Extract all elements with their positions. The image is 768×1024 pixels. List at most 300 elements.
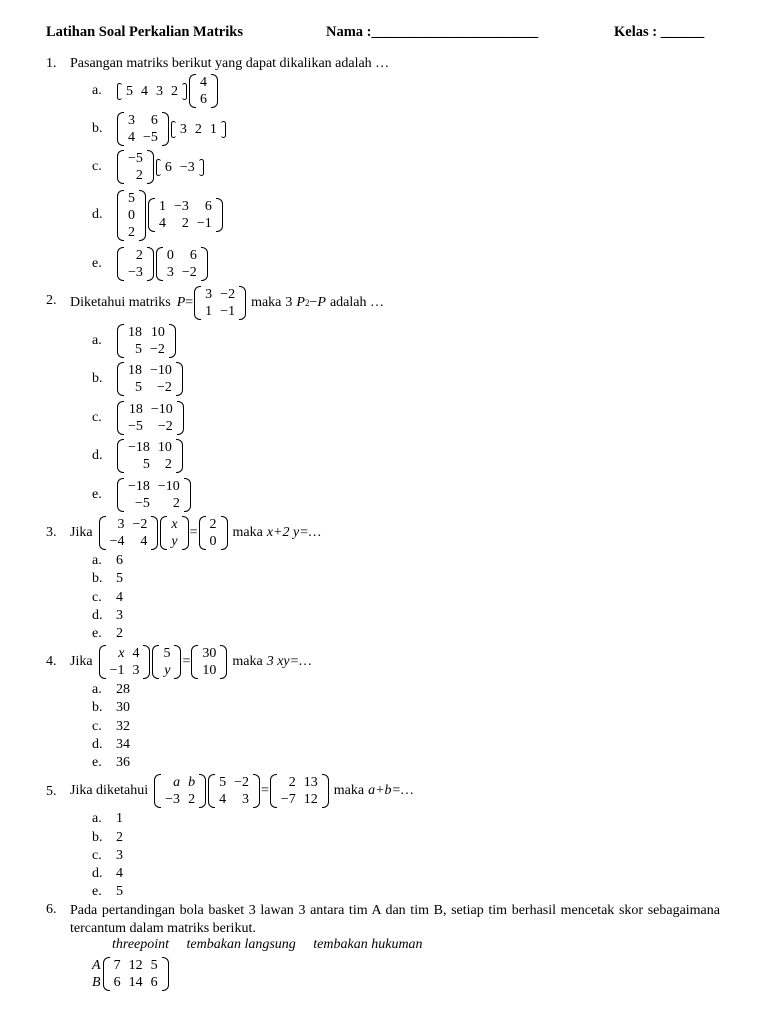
matrix-cell: −10: [150, 402, 173, 417]
matrix-cell: 3: [128, 113, 135, 128]
option-label: b.: [92, 371, 103, 386]
matrix-entries: [201, 286, 239, 320]
matrix-cell: 2: [172, 496, 180, 511]
q6-col-tembakan-hukuman: tembakan hukuman: [313, 937, 423, 952]
q2-adalah: adalah …: [329, 295, 384, 310]
matrix-entries: [124, 401, 177, 435]
matrix-row: [106, 645, 144, 662]
left-bracket: [270, 774, 277, 808]
right-bracket: [139, 190, 146, 241]
matrix-row: [155, 215, 216, 232]
right-bracket: [221, 516, 228, 550]
q2-matrix-p: [194, 286, 246, 320]
matrix-row: [124, 362, 176, 379]
matrix-entries: [124, 112, 162, 146]
matrix-entries: [106, 645, 144, 679]
matrix-cell: −4: [109, 534, 125, 549]
matrix-cell: −3: [165, 792, 181, 807]
matrix-row: [161, 791, 199, 808]
matrix-cell: 18: [128, 363, 142, 378]
matrix-cell: 14: [128, 975, 143, 990]
matrix-row: [176, 121, 221, 138]
option-label: e.: [92, 256, 102, 271]
matrix-cell: y: [171, 534, 178, 549]
q1-d-matrix-b: [148, 198, 223, 232]
right-bracket: [182, 516, 189, 550]
left-bracket: [154, 774, 161, 808]
matrix-entries: [159, 645, 174, 679]
matrix-cell: 2: [135, 168, 143, 183]
right-bracket: [220, 645, 227, 679]
option-value: 5: [116, 571, 123, 586]
q1-number: 1.: [46, 56, 57, 71]
q1-c-matrix-b: [156, 159, 204, 176]
matrix-cell: 6: [189, 248, 197, 263]
right-bracket: [162, 957, 169, 991]
option-value: 34: [116, 737, 130, 752]
q3-option-d: [92, 608, 123, 624]
matrix-row: [198, 662, 220, 679]
right-bracket: [182, 83, 187, 100]
matrix-cell: 2: [164, 457, 172, 472]
matrix-cell: x: [171, 517, 178, 532]
matrix-cell: 6: [113, 975, 121, 990]
option-value: 4: [116, 866, 123, 881]
left-bracket: [160, 516, 167, 550]
q4-jika: Jika: [70, 654, 93, 669]
q4-expression: 3 xy=…: [266, 654, 312, 669]
option-value: 30: [116, 700, 130, 715]
matrix-cell: 3: [179, 121, 187, 137]
q4-text: [70, 643, 312, 681]
q2-e-matrix: [117, 478, 191, 512]
q6-col-threepoint: threepoint: [112, 937, 170, 952]
matrix-cell: 6: [164, 159, 172, 175]
q2-equals: =: [185, 295, 194, 310]
left-bracket: [99, 645, 106, 679]
right-bracket: [151, 516, 158, 550]
matrix-cell: y: [164, 663, 171, 678]
matrix-cell: 0: [128, 207, 135, 223]
left-bracket: [208, 774, 215, 808]
q6-number: 6.: [46, 902, 57, 917]
right-bracket: [221, 121, 226, 138]
q5-option-d: [92, 866, 123, 882]
matrix-row: [110, 974, 162, 991]
q2-expr-coef: 3: [285, 295, 293, 310]
option-value: 1: [116, 811, 123, 826]
left-bracket: [103, 957, 110, 991]
q1-option-d: [92, 188, 224, 242]
q5-equals: =: [260, 783, 269, 798]
matrix-cell: 5: [142, 457, 150, 472]
q4-option-a: [92, 682, 130, 698]
q3-text: [70, 514, 321, 552]
q4-maka: maka: [232, 654, 263, 669]
matrix-cell: −7: [280, 792, 296, 807]
matrix-entries: [124, 190, 139, 241]
q6-row-a: A: [92, 958, 101, 973]
left-bracket: [117, 478, 124, 512]
q3-option-b: [92, 571, 123, 587]
q2-option-a: [92, 322, 177, 360]
option-label: c.: [92, 159, 102, 174]
matrix-cell: 1: [209, 121, 217, 137]
right-bracket: [143, 645, 150, 679]
right-bracket: [322, 774, 329, 808]
option-label: d.: [92, 866, 103, 881]
option-value: 2: [116, 830, 123, 845]
left-bracket: [156, 247, 163, 281]
matrix-row: [124, 478, 184, 495]
q3-equals: =: [189, 525, 198, 540]
option-value: 32: [116, 719, 130, 734]
left-bracket: [152, 645, 159, 679]
q2-b-matrix: [117, 362, 183, 396]
q3-number: 3.: [46, 525, 57, 540]
matrix-row: [124, 247, 147, 264]
left-bracket: [191, 645, 198, 679]
matrix-cell: 4: [159, 216, 166, 231]
matrix-row: [206, 516, 221, 533]
q6-row-b: B: [92, 975, 101, 990]
matrix-cell: 13: [303, 775, 318, 790]
matrix-cell: 6: [150, 975, 158, 990]
option-label: b.: [92, 121, 103, 136]
matrix-entries: [124, 439, 176, 473]
option-value: 28: [116, 682, 130, 697]
matrix-row: [201, 286, 239, 303]
matrix-cell: 3: [166, 265, 174, 280]
q5-matrix-r: [270, 774, 329, 808]
matrix-entries: [198, 645, 220, 679]
q1-option-e: [92, 245, 209, 283]
matrix-entries: [277, 774, 322, 808]
left-bracket: [148, 198, 155, 232]
q6-column-headers: [112, 937, 437, 953]
q2-text: [70, 284, 388, 322]
option-value: 4: [116, 590, 123, 605]
matrix-row: [124, 207, 139, 224]
matrix-row: [155, 198, 216, 215]
matrix-cell: 5: [219, 775, 227, 790]
left-bracket: [117, 150, 124, 184]
q5-text: [70, 772, 413, 810]
matrix-row: [110, 957, 162, 974]
option-label: a.: [92, 553, 102, 568]
matrix-entries: [124, 150, 147, 184]
q1-text: Pasangan matriks berikut yang dapat dikalikan adalah …: [70, 56, 390, 71]
matrix-cell: 4: [132, 646, 140, 661]
matrix-row: [106, 516, 152, 533]
option-label: c.: [92, 848, 102, 863]
matrix-entries: [176, 121, 221, 138]
matrix-row: [215, 791, 253, 808]
matrix-row: [124, 379, 176, 396]
matrix-cell: 10: [157, 440, 172, 455]
q4-option-d: [92, 737, 130, 753]
matrix-cell: 2: [135, 248, 143, 263]
option-label: c.: [92, 719, 102, 734]
right-bracket: [184, 478, 191, 512]
q1-e-matrix-b: [156, 247, 208, 281]
right-bracket: [253, 774, 260, 808]
matrix-row: [124, 129, 162, 146]
q2-option-b: [92, 360, 184, 398]
option-label: e.: [92, 487, 102, 502]
q5-matrix-a: [154, 774, 206, 808]
q5-maka: maka: [333, 783, 365, 798]
q4-number: 4.: [46, 654, 57, 669]
right-bracket: [176, 362, 183, 396]
left-bracket: [99, 516, 106, 550]
q5-matrix-b: [208, 774, 260, 808]
option-label: b.: [92, 830, 103, 845]
matrix-row: [124, 224, 139, 241]
q2-expr-var2: P: [317, 295, 326, 310]
matrix-row: [277, 791, 322, 808]
q2-a-matrix: [117, 324, 176, 358]
left-bracket: [194, 286, 201, 320]
q4-matrix-r: [191, 645, 227, 679]
q1-e-matrix-a: [117, 247, 154, 281]
matrix-entries: [122, 83, 182, 100]
matrix-cell: 5: [135, 380, 142, 395]
left-bracket: [189, 74, 196, 108]
matrix-cell: −10: [157, 479, 180, 494]
matrix-row: [161, 159, 199, 176]
matrix-row: [167, 516, 181, 533]
right-bracket: [147, 150, 154, 184]
left-bracket: [117, 247, 124, 281]
matrix-cell: −2: [181, 265, 197, 280]
matrix-cell: −5: [128, 151, 143, 166]
q3-matrix-x: [160, 516, 188, 550]
matrix-cell: −10: [150, 363, 172, 378]
matrix-row: [277, 774, 322, 791]
matrix-cell: 2: [288, 775, 296, 790]
matrix-cell: −2: [150, 342, 165, 357]
matrix-cell: 5: [135, 342, 142, 357]
class-field: Kelas : ______: [614, 24, 705, 40]
right-bracket: [176, 439, 183, 473]
matrix-row: [196, 74, 211, 91]
q3-expression: x+2 y=…: [266, 525, 322, 540]
matrix-cell: 12: [303, 792, 318, 807]
matrix-cell: −2: [234, 775, 249, 790]
matrix-row: [215, 774, 253, 791]
right-bracket: [199, 159, 204, 176]
q1-option-b: [92, 110, 227, 148]
matrix-row: [161, 774, 199, 791]
matrix-row: [196, 91, 211, 108]
q6-row-labels: [92, 957, 101, 991]
q5-option-a: [92, 811, 123, 827]
q2-expr-var: P: [296, 295, 305, 310]
right-bracket: [174, 645, 181, 679]
left-bracket: [117, 190, 124, 241]
q1-b-matrix-a: [117, 112, 169, 146]
q6-matrix: [103, 957, 169, 991]
matrix-entries: [124, 478, 184, 512]
q2-maka: maka: [251, 295, 282, 310]
q1-option-a: [92, 72, 219, 110]
matrix-cell: a: [173, 775, 181, 790]
matrix-cell: 2: [209, 517, 217, 532]
q1-a-matrix-a: [117, 83, 187, 100]
option-label: d.: [92, 207, 103, 222]
matrix-row: [198, 645, 220, 662]
q5-option-e: [92, 884, 123, 900]
right-bracket: [239, 286, 246, 320]
q4-option-c: [92, 719, 130, 735]
option-label: e.: [92, 884, 102, 899]
left-bracket: [199, 516, 206, 550]
matrix-cell: x: [118, 646, 125, 661]
q3-option-e: [92, 626, 123, 642]
option-label: d.: [92, 448, 103, 463]
matrix-cell: −5: [135, 496, 150, 511]
q2-option-c: [92, 399, 185, 437]
matrix-cell: 4: [140, 534, 148, 549]
matrix-row: [163, 247, 201, 264]
matrix-cell: 3: [205, 287, 213, 302]
option-label: e.: [92, 626, 102, 641]
right-bracket: [147, 247, 154, 281]
matrix-entries: [215, 774, 253, 808]
matrix-row: [124, 439, 176, 456]
matrix-cell: −3: [179, 159, 195, 175]
left-bracket: [117, 439, 124, 473]
right-bracket: [216, 198, 223, 232]
matrix-cell: b: [188, 775, 196, 790]
q1-a-matrix-b: [189, 74, 218, 108]
matrix-cell: 12: [128, 958, 143, 973]
q5-option-b: [92, 830, 123, 846]
q2-expr-minus: −: [309, 295, 318, 310]
q3-jika: Jika: [70, 525, 93, 540]
matrix-cell: 4: [200, 75, 207, 90]
option-label: a.: [92, 811, 102, 826]
matrix-cell: 10: [150, 325, 165, 340]
matrix-cell: 30: [202, 646, 217, 661]
matrix-cell: 3: [132, 663, 140, 678]
matrix-entries: [106, 516, 152, 550]
q6-score-matrix: [92, 957, 170, 991]
matrix-cell: 18: [128, 402, 143, 417]
option-value: 6: [116, 553, 123, 568]
matrix-cell: 5: [126, 83, 133, 99]
matrix-cell: 5: [128, 190, 135, 206]
q3-matrix-r: [199, 516, 228, 550]
right-bracket: [169, 324, 176, 358]
matrix-cell: 2: [188, 792, 196, 807]
right-bracket: [177, 401, 184, 435]
option-label: a.: [92, 83, 102, 98]
matrix-cell: 1: [205, 304, 213, 319]
left-bracket: [117, 324, 124, 358]
matrix-cell: −1: [109, 663, 125, 678]
q4-equals: =: [182, 654, 191, 669]
option-value: 2: [116, 626, 123, 641]
matrix-row: [124, 341, 169, 358]
right-bracket: [201, 247, 208, 281]
matrix-row: [163, 264, 201, 281]
matrix-cell: −2: [220, 287, 236, 302]
matrix-row: [124, 418, 177, 435]
matrix-cell: 4: [141, 83, 148, 99]
matrix-row: [201, 303, 239, 320]
q2-c-matrix: [117, 401, 184, 435]
q4-option-b: [92, 700, 130, 716]
q5-option-c: [92, 848, 123, 864]
matrix-entries: [124, 324, 169, 358]
left-bracket: [117, 112, 124, 146]
matrix-row: [167, 533, 181, 550]
option-label: e.: [92, 755, 102, 770]
matrix-row: [159, 662, 174, 679]
matrix-cell: 3: [117, 517, 125, 532]
matrix-cell: 3: [156, 83, 163, 99]
matrix-cell: −2: [132, 517, 148, 532]
q4-matrix-a: [99, 645, 151, 679]
matrix-cell: 4: [219, 792, 227, 807]
matrix-cell: −5: [143, 130, 158, 145]
q1-d-matrix-a: [117, 190, 146, 241]
matrix-cell: 0: [209, 534, 217, 549]
q3-maka: maka: [232, 525, 263, 540]
matrix-entries: [161, 159, 199, 176]
matrix-cell: −1: [220, 304, 236, 319]
right-bracket: [199, 774, 206, 808]
q1-c-matrix-a: [117, 150, 154, 184]
q2-number: 2.: [46, 293, 57, 308]
matrix-cell: 18: [128, 325, 142, 340]
matrix-cell: −2: [157, 419, 173, 434]
matrix-row: [124, 324, 169, 341]
option-label: d.: [92, 608, 103, 623]
left-bracket: [117, 401, 124, 435]
matrix-entries: [110, 957, 162, 991]
matrix-cell: −2: [157, 380, 172, 395]
q5-expression: a+b=…: [368, 783, 414, 798]
matrix-entries: [196, 74, 211, 108]
matrix-row: [124, 456, 176, 473]
matrix-entries: [124, 362, 176, 396]
matrix-cell: −3: [128, 265, 143, 280]
q6-text: Pada pertandingan bola basket 3 lawan 3 antara tim A dan tim B, setiap tim berhasil mencetak skor sebagaimana tercantum dalam matriks berikut.: [70, 903, 720, 936]
q6-col-tembakan-langsung: tembakan langsung: [186, 937, 296, 952]
matrix-cell: 6: [200, 92, 207, 107]
matrix-cell: −18: [128, 440, 150, 455]
matrix-row: [124, 495, 184, 512]
matrix-cell: 0: [166, 248, 174, 263]
option-label: a.: [92, 682, 102, 697]
q3-option-c: [92, 590, 123, 606]
matrix-cell: −18: [128, 479, 150, 494]
matrix-cell: 2: [194, 121, 202, 137]
matrix-row: [124, 150, 147, 167]
q2-option-d: [92, 437, 184, 475]
matrix-cell: 5: [163, 646, 171, 661]
q5-number: 5.: [46, 784, 57, 799]
q1-option-c: [92, 148, 205, 186]
matrix-cell: −5: [128, 419, 143, 434]
matrix-row: [122, 83, 182, 100]
matrix-cell: 3: [241, 792, 249, 807]
matrix-entries: [167, 516, 181, 550]
q2-expr-exp: 2: [304, 298, 310, 308]
